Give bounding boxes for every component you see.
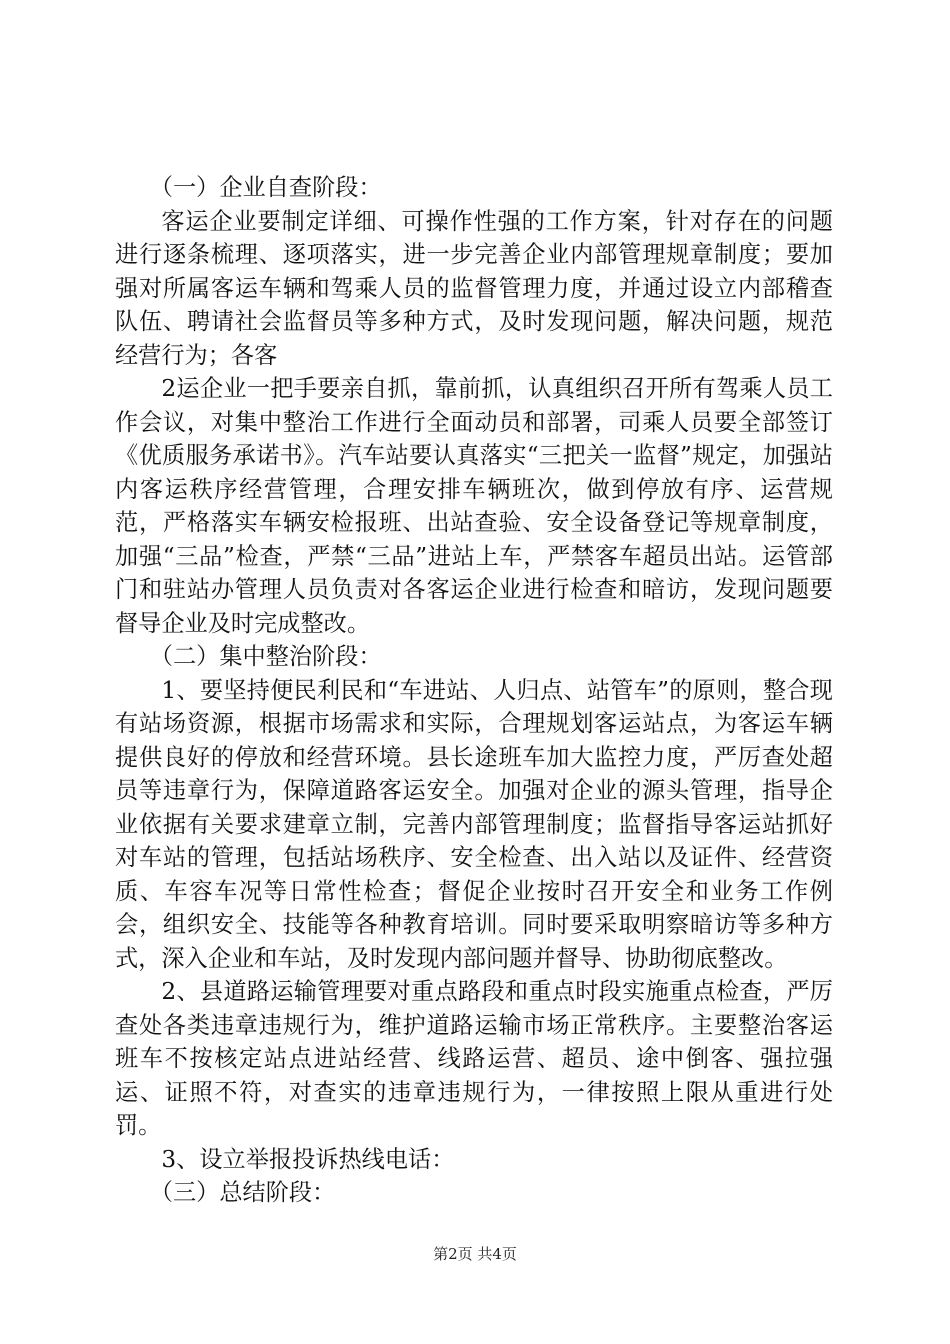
section-heading-summary: （三）总结阶段： <box>149 1179 336 1206</box>
section-heading-concentrated-rectification: （二）集中整治阶段： <box>149 643 382 670</box>
paragraph-item-2: 2、县道路运输管理要对重点路段和重点时段实施重点检查，严厉查处各类违章违规行为，维护道路运输市场正常秩序。主要整治客运班车不按核定站点进站经营、线路运营、超员、途中倒客、强拉强运、证照不符，对查实的违章违规行为，一律按照上限从重进行处罚。 <box>115 978 833 1139</box>
paragraph-enterprise-leadership: 2运企业一把手要亲自抓，靠前抓，认真组织召开所有驾乘人员工作会议，对集中整治工作进行全面动员和部署，司乘人员要全部签订《优质服务承诺书》。汽车站要认真落实“三把关一监督”规定，加强站内客运秩序经营管理，合理安排车辆班次，做到停放有序、运营规范，严格落实车辆安检报班、出站查验、安全设备登记等规章制度，加强“三品”检查，严禁“三品”进站上车，严禁客车超员出站。运管部门和驻站办管理人员负责对各客运企业进行检查和暗访，发现问题要督导企业及时完成整改。 <box>115 375 833 637</box>
paragraph-item-3: 3、设立举报投诉热线电话： <box>161 1145 455 1173</box>
section-heading-self-inspection: （一）企业自查阶段： <box>149 174 382 201</box>
paragraph-self-inspection-plan: 客运企业要制定详细、可操作性强的工作方案，针对存在的问题进行逐条梳理、逐项落实，进一步完善企业内部管理规章制度；要加强对所属客运车辆和驾乘人员的监督管理力度，并通过设立内部稽查队伍、聘请社会监督员等多种方式，及时发现问题，解决问题，规范经营行为；各客 <box>115 207 833 369</box>
document-body <box>115 171 833 1210</box>
paragraph-item-1: 1、要坚持便民利民和“车进站、人归点、站管车”的原则，整合现有站场资源，根据市场需求和实际，合理规划客运站点，为客运车辆提供良好的停放和经营环境。县长途班车加大监控力度，严厉查处超员等违章行为，保障道路客运安全。加强对企业的源头管理，指导企业依据有关要求建章立制，完善内部管理制度；监督指导客运站抓好对车站的管理，包括站场秩序、安全检查、出入站以及证件、经营资质、车容车况等日常性检查；督促企业按时召开安全和业务工作例会，组织安全、技能等各种教育培训。同时要采取明察暗访等多种方式，深入企业和车站，及时发现内部问题并督导、协助彻底整改。 <box>115 676 833 972</box>
page-number-footer: 第2页 共4页 <box>433 1245 517 1263</box>
